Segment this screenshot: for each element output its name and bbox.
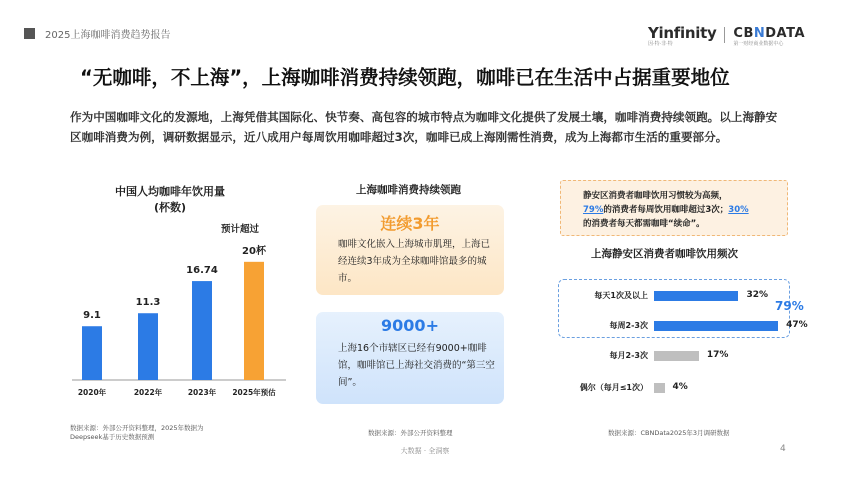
- habit-note-box: [560, 180, 788, 236]
- right-source: 数据来源：CBNData2025年3月调研数据: [608, 429, 730, 437]
- yinfinity-logo-sub: 因·特·非·特: [648, 40, 673, 47]
- bar-chart-title-line2: (杯数): [153, 201, 187, 214]
- habit-note-hl-79: 79%: [583, 205, 604, 215]
- report-title: 2025上海咖啡消费趋势报告: [45, 30, 171, 41]
- cbndata-logo: [733, 22, 805, 47]
- bar-chart-title: [90, 184, 250, 216]
- frequency-bar: [654, 321, 778, 331]
- bar-value-label: 20杯: [242, 245, 266, 257]
- bar: [244, 262, 264, 380]
- habit-note-hl-30: 30%: [728, 205, 749, 215]
- frequency-category-label: 每月2-3次: [609, 351, 648, 360]
- bar-category-label: 2020年: [77, 388, 107, 397]
- card-three-years: [316, 205, 504, 295]
- bar: [82, 326, 102, 380]
- card-three-years-headline: 连续3年: [380, 214, 440, 233]
- bar: [192, 281, 212, 380]
- bar-value-label: 11.3: [135, 297, 161, 309]
- yinfinity-logo-text: Yinfinity: [648, 23, 717, 42]
- bar-value-label: 16.74: [186, 265, 218, 277]
- cbndata-logo-sub: 第一财经商业数据中心: [733, 41, 784, 47]
- card-9000-cafes: [316, 312, 504, 404]
- frequency-value-label: 32%: [746, 290, 769, 300]
- bar: [138, 313, 158, 380]
- brand-logos: [648, 22, 805, 47]
- weekly-plus-total: 79%: [775, 299, 804, 313]
- yinfinity-logo: [648, 23, 716, 47]
- frequency-bar: [654, 351, 699, 361]
- middle-title: 上海咖啡消费持续领跑: [356, 184, 461, 196]
- header-square-icon: [24, 28, 35, 39]
- cbndata-logo-prefix: CB: [733, 26, 754, 41]
- intro-paragraph: 作为中国咖啡文化的发源地，上海凭借其国际化、快节奏、高包容的城市特点为咖啡文化提供了发展土壤，咖啡消费持续领跑。以上海静安区咖啡消费为例，调研数据显示，近八成用户每周饮用咖啡超过3次，咖啡已成上海刚需性消费，成为上海都市生活的重要部分。: [70, 110, 778, 144]
- habit-note-text: [583, 189, 783, 231]
- forecast-label: 预计超过: [221, 224, 260, 235]
- habit-note-end: 的消费者每天都需咖啡“续命”。: [583, 219, 705, 229]
- frequency-bar: [654, 383, 665, 393]
- bar-chart-title-line1: 中国人均咖啡年饮用量: [115, 185, 225, 198]
- habit-note-line1: 静安区消费者咖啡饮用习惯较为高频，: [583, 191, 728, 201]
- bar-value-label: 9.1: [83, 310, 101, 322]
- left-source: 数据来源：外部公开资料整理，2025年数据为Deepseek基于历史数据预测: [70, 424, 204, 441]
- frequency-value-label: 17%: [706, 350, 729, 360]
- frequency-value-label: 4%: [672, 382, 688, 392]
- frequency-category-label: 偶尔（每月≤1次）: [579, 383, 648, 392]
- bar-category-label: 2023年: [187, 388, 217, 397]
- header-bar: [24, 26, 170, 41]
- frequency-category-label: 每天1次及以上: [594, 291, 648, 300]
- frequency-chart-title: 上海静安区消费者咖啡饮用频次: [591, 248, 738, 260]
- cbndata-logo-x: N: [753, 26, 766, 41]
- card-9000-cafes-text: 上海16个市辖区已经有9000+咖啡馆，咖啡馆已上海社交消费的“第三空间”。: [338, 343, 495, 388]
- frequency-category-label: 每周2-3次: [609, 321, 648, 330]
- card-9000-cafes-headline: 9000+: [381, 316, 439, 335]
- headline: “无咖啡，不上海”，上海咖啡消费持续领跑，咖啡已在生活中占据重要地位: [80, 66, 730, 89]
- card-three-years-text: 咖啡文化嵌入上海城市肌理，上海已经连续3年成为全球咖啡馆最多的城市。: [338, 239, 491, 284]
- bar-category-label: 2025年预估: [232, 388, 276, 397]
- footer-slogan: 大数据 · 全洞察: [400, 447, 450, 455]
- page-number: 4: [780, 444, 786, 454]
- frequency-value-label: 47%: [786, 320, 808, 330]
- frequency-bar: [654, 291, 738, 301]
- cbndata-logo-text: [733, 26, 805, 41]
- habit-note-mid: 的消费者每周饮用咖啡超过3次；: [603, 205, 729, 215]
- logo-divider: [724, 27, 725, 43]
- bar-category-label: 2022年: [133, 388, 163, 397]
- middle-source: 数据来源：外部公开资料整理: [368, 429, 453, 437]
- cbndata-logo-suffix: DATA: [765, 26, 806, 41]
- bar-chart: [64, 230, 294, 410]
